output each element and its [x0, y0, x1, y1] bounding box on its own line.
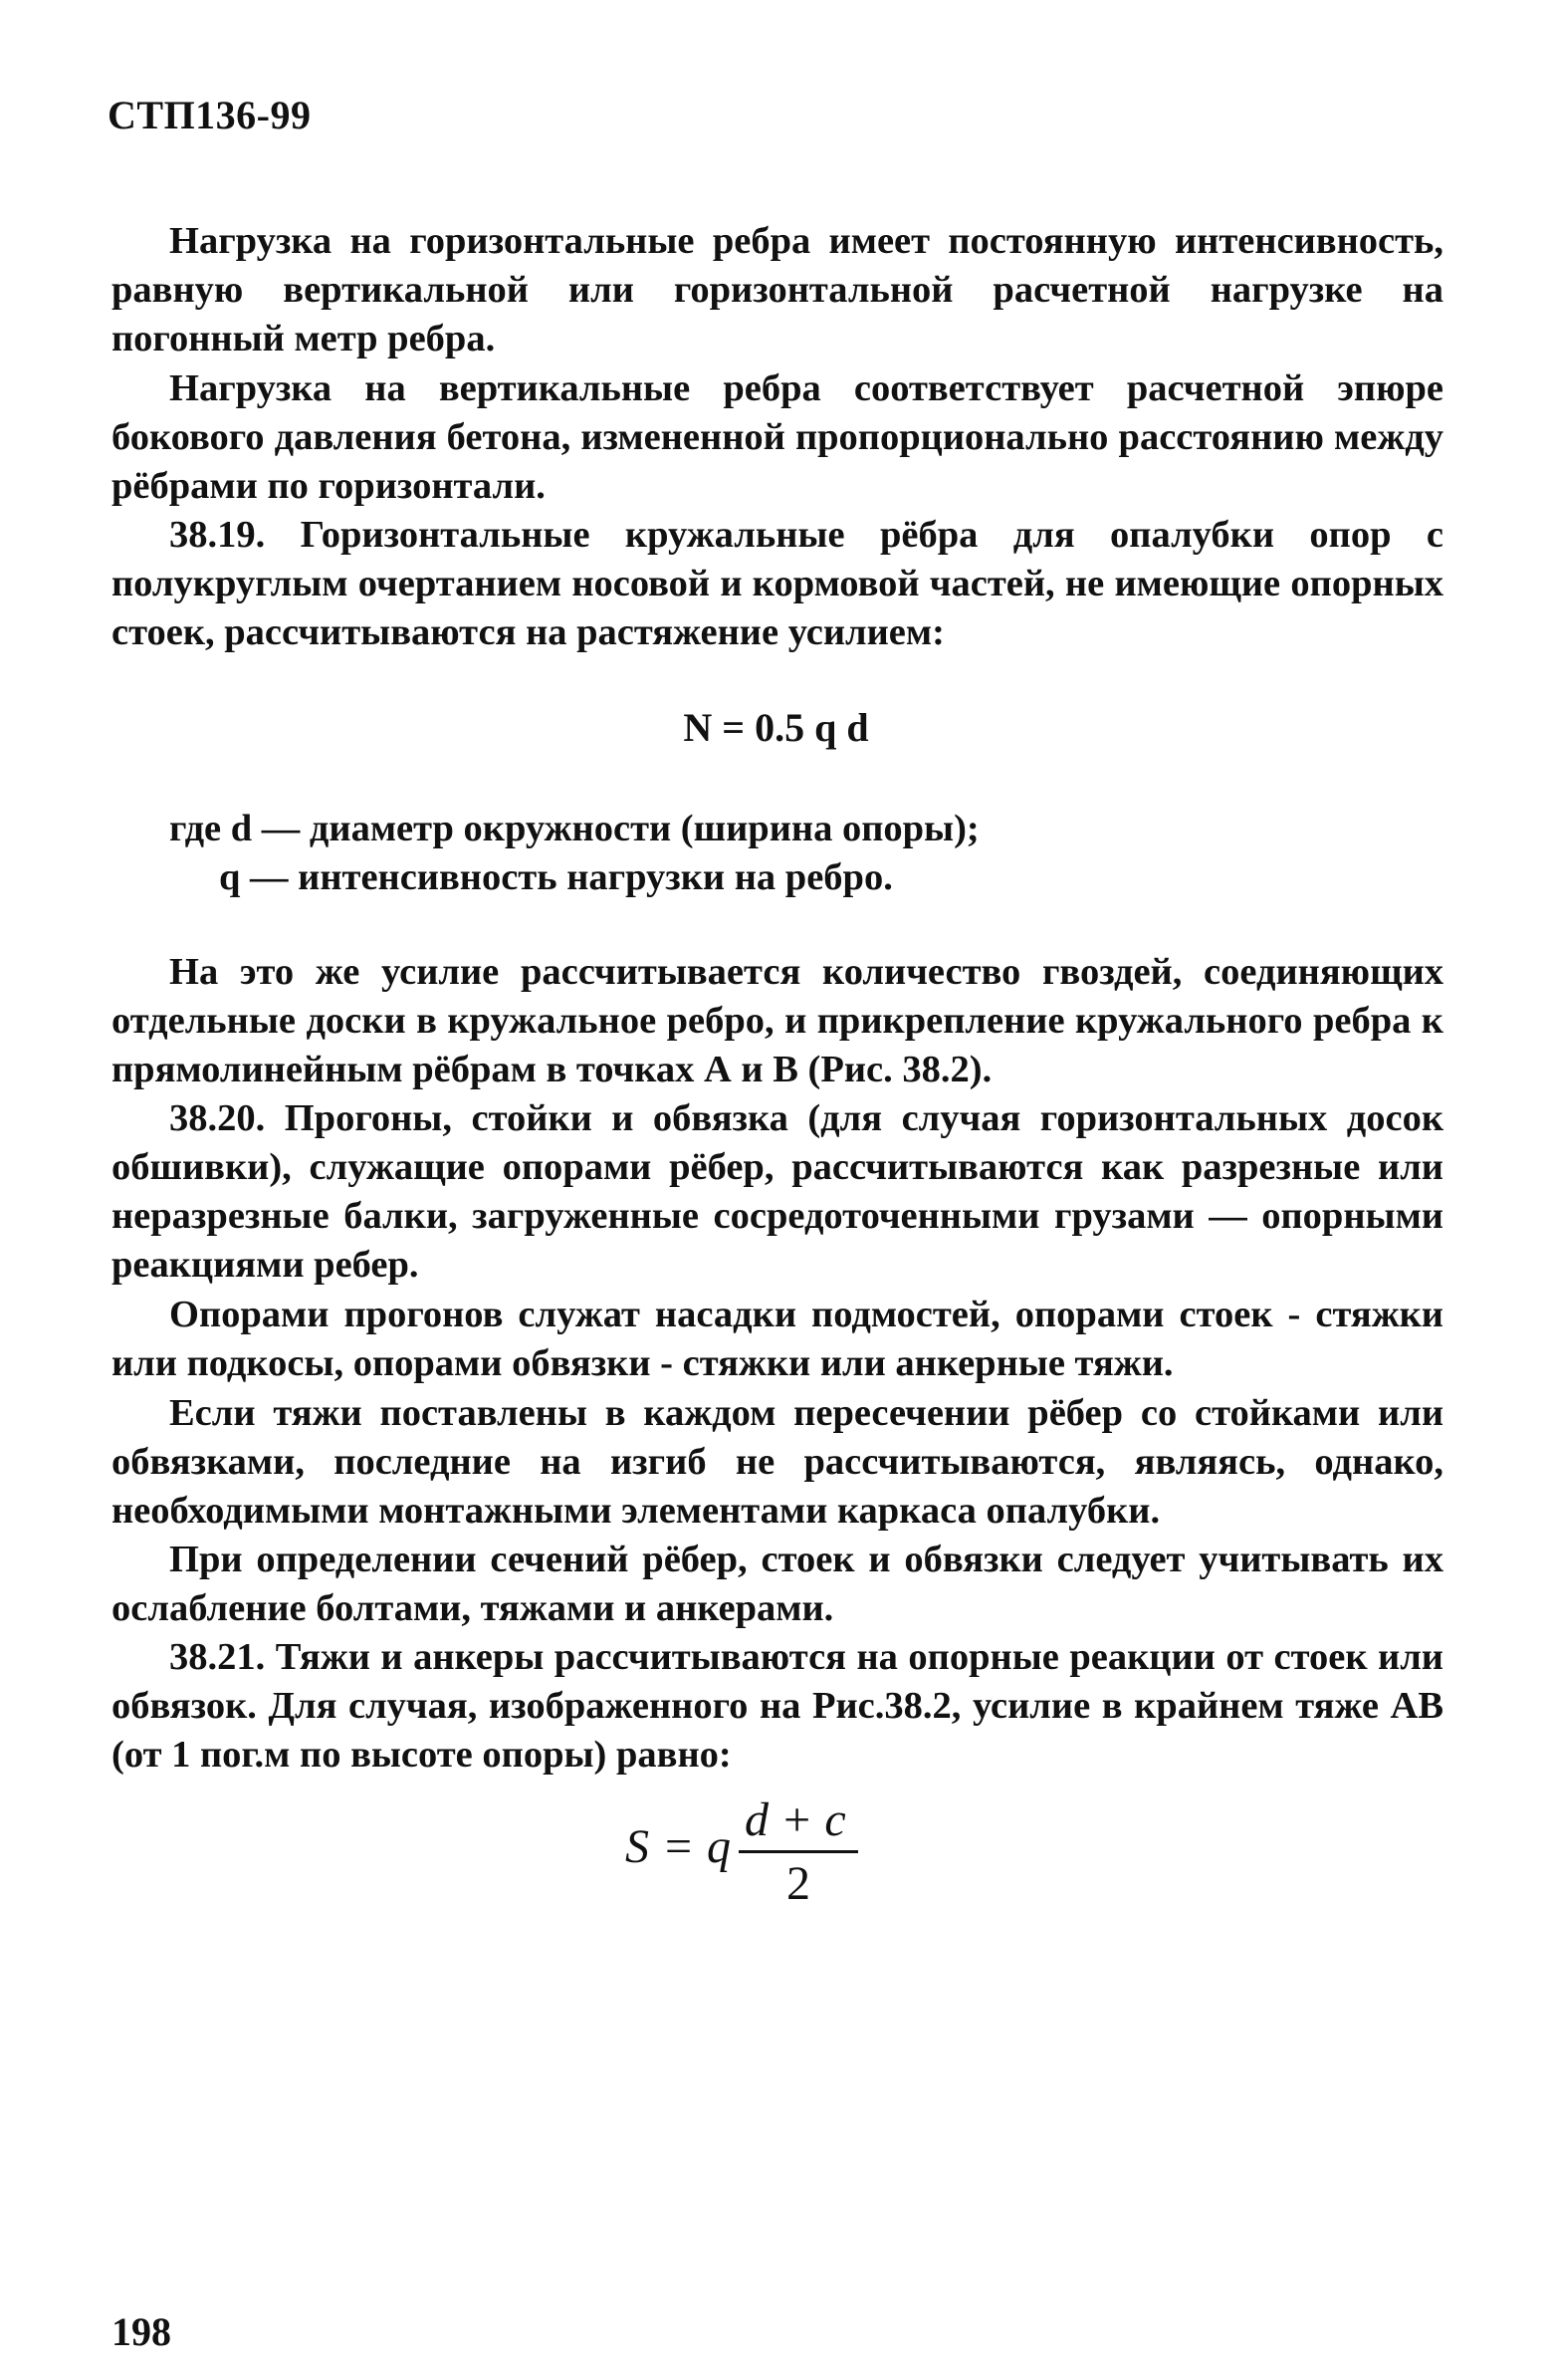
paragraph-supports: Опорами прогонов служат насадки подмостей, опорами стоек - стяжки или подкосы, опорами обвязки - стяжки или анкерные тяжи. — [111, 1294, 1443, 1384]
paragraph-ties: Если тяжи поставлены в каждом пересечении рёбер со стойками или обвязками, последние на изгиб не рассчитываются, являясь, однако, необходимыми монтажными элементами каркаса опалубки. — [111, 1392, 1443, 1532]
paragraph-38-20: 38.20. Прогоны, стойки и обвязка (для случая горизонтальных досок обшивки), служащие опорами рёбер, рассчитываются как разрезные или неразрезные балки, загруженные сосредоточенными грузами — опорными реакциями ребер. — [111, 1097, 1443, 1286]
formula-s-denominator: 2 — [786, 1857, 810, 1910]
formula-s-equals: = — [665, 1820, 693, 1873]
paragraph-nails: На это же усилие рассчитывается количество гвоздей, соединяющих отдельные доски в кружальное ребро, и прикрепление кружального ребра к прямолинейным рёбрам в точках А и В (Рис. 38.2). — [111, 951, 1443, 1090]
formula-s-lhs: S — [625, 1820, 649, 1873]
fraction-bar — [739, 1850, 858, 1853]
paragraph-38-21: 38.21. Тяжи и анкеры рассчитываются на опорные реакции от стоек или обвязок. Для случая, изображенного на Рис.38.2, усилие в крайнем тяже АВ (от 1 пог.м по высоте опоры) равно: — [111, 1636, 1443, 1776]
paragraph-38-19: 38.19. Горизонтальные кружальные рёбра для опалубки опор с полукруглым очертанием носовой и кормовой частей, не имеющие опорных стоек, рассчитываются на растяжение усилием: — [111, 514, 1443, 653]
formula-n: N = 0.5 q d — [683, 705, 869, 750]
document-code: СТП136-99 — [108, 93, 312, 137]
formula-s-coef: q — [707, 1820, 731, 1873]
formula-s — [625, 1792, 864, 1912]
definition-q: q — интенсивность нагрузки на ребро. — [219, 856, 893, 898]
page-number: 198 — [111, 2309, 171, 2354]
formula-s-numerator: d + c — [745, 1793, 846, 1846]
definition-d: где d — диаметр окружности (ширина опоры); — [169, 808, 980, 849]
paragraph-horizontal-ribs-load: Нагрузка на горизонтальные ребра имеет постоянную интенсивность, равную вертикальной или горизонтальной расчетной нагрузке на погонный метр ребра. — [111, 220, 1443, 359]
paragraph-sections: При определении сечений рёбер, стоек и обвязки следует учитывать их ослабление болтами, тяжами и анкерами. — [111, 1539, 1443, 1629]
paragraph-vertical-ribs-load: Нагрузка на вертикальные ребра соответствует расчетной эпюре бокового давления бетона, измененной пропорционально расстоянию между рёбрами по горизонтали. — [111, 367, 1443, 507]
